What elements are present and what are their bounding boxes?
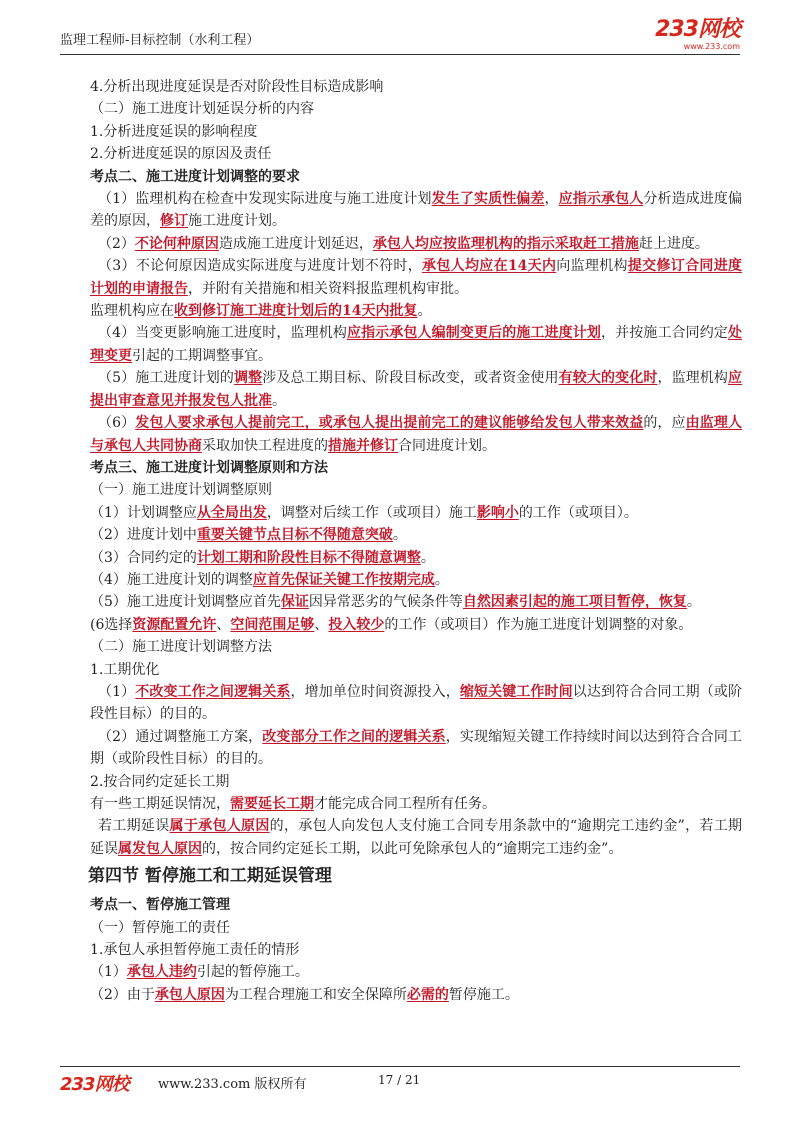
key-point: 有较大的变化时 — [558, 370, 658, 387]
text: 造成施工进度计划延迟， — [218, 235, 373, 252]
key-point: 应指示承包人编制变更后的施工进度计划 — [346, 325, 601, 342]
paragraph: 2.分析进度延误的原因及责任 — [90, 146, 272, 163]
header-title: 监理工程师-目标控制（水利工程） — [60, 33, 260, 48]
key-point: 不论何种原因 — [134, 235, 219, 252]
paragraph — [90, 322, 742, 367]
key-point: 需要延长工期 — [230, 796, 314, 812]
text: ，实现缩短关键工作持续时间以达到符合合同工期（或阶段性目标）的目的。 — [90, 728, 742, 768]
text: （4）当变更影响施工进度时，监理机构 — [98, 325, 347, 342]
key-point: 调整 — [234, 370, 263, 387]
text: 。 — [417, 303, 432, 320]
text: 的，应 — [643, 415, 686, 432]
text: （2）通过调整施工方案， — [98, 728, 263, 745]
text: （1） — [98, 683, 136, 700]
key-point: 属发包人原因 — [118, 840, 202, 857]
text: 。 — [434, 571, 449, 588]
paragraph — [90, 815, 742, 860]
text: 监理机构应在 — [90, 303, 174, 320]
paragraph: 1.工期优化 — [90, 661, 160, 678]
text: 以达到符合合同工期（或阶段性目标）的目的。 — [90, 683, 743, 723]
key-point: 空间范围足够 — [230, 616, 315, 633]
key-point: 改变部分工作之间的逻辑关系 — [262, 728, 446, 745]
text: 有一些工期延误情况， — [90, 796, 230, 812]
text: 。 — [272, 392, 286, 409]
page-footer — [60, 1066, 740, 1095]
text: （6） — [98, 415, 136, 432]
paragraph — [90, 524, 742, 546]
text: ， — [544, 191, 559, 208]
brand-logo-url: www.233.com — [683, 42, 740, 51]
key-point: 属于承包人原因 — [169, 818, 270, 835]
paragraph — [90, 547, 742, 569]
text: 的，承包人向发包人支付施工合同专用条款中的“逾期完工违约金”，若工期延误 — [90, 818, 743, 857]
key-point: 不改变工作之间逻辑关系 — [135, 683, 291, 700]
key-point: 计划工期和阶段性目标不得随意调整 — [196, 549, 421, 566]
paragraph — [90, 614, 742, 636]
paragraph — [90, 984, 742, 1006]
text: 的工作（或项目）作为施工进度计划调整的对象。 — [384, 616, 693, 633]
text: （2） — [98, 235, 135, 252]
text: 向监理机构 — [556, 258, 628, 275]
paragraph: 2.按合同约定延长工期 — [90, 773, 230, 790]
text: （3）不论何原因造成实际进度与进度计划不符时， — [98, 258, 423, 275]
text: 、 — [216, 616, 231, 633]
paragraph: 1.分析进度延误的影响程度 — [90, 123, 258, 140]
key-point: 应首先保证关键工作按期完成 — [252, 571, 435, 588]
text: ，增加单位时间资源投入， — [290, 683, 460, 700]
text: 。 — [420, 549, 435, 566]
text: （1）计划调整应 — [90, 504, 197, 521]
key-point: 承包人均应在14天内 — [422, 258, 557, 275]
key-point: 提交修订合同进度计划的申请报告 — [90, 258, 743, 297]
text: （3）合同约定的 — [90, 549, 197, 566]
text: 施工进度计划。 — [188, 213, 286, 230]
key-point: 保证 — [280, 594, 309, 611]
text: (6选择 — [90, 616, 133, 633]
text: 为工程合理施工和安全保障所 — [224, 986, 407, 1003]
footer-logo: 233网校 — [60, 1074, 129, 1095]
key-point: 自然因素引起的施工项目暂停，恢复 — [462, 594, 687, 611]
text: 。 — [392, 527, 407, 544]
key-point: 投入较少 — [328, 616, 385, 633]
key-point: 处理变更 — [90, 325, 743, 364]
key-point: 缩短关键工作时间 — [459, 683, 573, 700]
paragraph — [90, 255, 742, 300]
key-point: 资源配置允许 — [132, 616, 217, 633]
key-point: 影响小 — [476, 504, 519, 521]
text: 若工期延误 — [98, 818, 170, 835]
key-point: 由监理人与承包人共同协商 — [90, 415, 742, 454]
text: 才能完成合同工程所有任务。 — [314, 796, 496, 812]
text: 的工作（或项目）。 — [518, 504, 638, 521]
paragraph — [90, 188, 742, 233]
brand-logo — [655, 18, 740, 51]
paragraph: 4.分析出现进度延误是否对阶段性目标造成影响 — [90, 79, 384, 95]
text: 引起的工期调整事宜。 — [132, 347, 272, 364]
text: 引起的暂停施工。 — [196, 964, 309, 981]
paragraph: （二）施工进度计划调整方法 — [90, 639, 272, 656]
paragraph: （一）施工进度计划调整原则 — [90, 482, 272, 499]
text: 赶上进度。 — [638, 235, 709, 252]
key-point: 发生了实质性偏差 — [431, 191, 545, 208]
brand-logo-text: 233网校 — [655, 17, 740, 42]
text: （5）施工进度计划调整应首先 — [90, 594, 281, 611]
text: ，监理机构 — [657, 370, 729, 387]
text: ，并附有关措施和相关资料报监理机构审批。 — [188, 280, 468, 297]
paragraph — [90, 961, 742, 983]
text: ，并按施工合同约定 — [601, 325, 729, 342]
text: 分析造成进度偏差的原因， — [90, 191, 743, 230]
paragraph — [90, 569, 742, 591]
text: 。 — [686, 594, 701, 611]
key-point: 承包人违约 — [126, 964, 197, 981]
key-point: 应提出审查意见并报发包人批准 — [90, 370, 743, 409]
text: 暂停施工。 — [448, 986, 519, 1003]
paragraph — [90, 681, 742, 726]
text: （4）施工进度计划的调整 — [90, 571, 253, 588]
text: ，调整对后续工作（或项目）施工 — [266, 504, 477, 521]
text: 采取加快工程进度的 — [202, 437, 328, 454]
paragraph — [90, 233, 742, 255]
section-heading: 第四节 暂停施工和工期延误管理 — [88, 866, 332, 887]
text: （2）由于 — [90, 986, 155, 1003]
topic-heading: 考点一、暂停施工管理 — [90, 897, 230, 914]
copyright-text: www.233.com 版权所有 — [158, 1077, 307, 1092]
text: 因异常恶劣的气候条件等 — [308, 594, 463, 611]
text: 的，按合同约定延长工期，以此可免除承包人的“逾期完工违约金”。 — [202, 840, 623, 857]
topic-heading: 考点三、施工进度计划调整原则和方法 — [90, 459, 328, 476]
key-point: 措施并修订 — [328, 437, 398, 454]
text: 、 — [314, 616, 329, 633]
text: 涉及总工期目标、阶段目标改变，或者资金使用 — [262, 370, 559, 387]
key-point: 收到修订施工进度计划后的14天内批复 — [174, 303, 418, 320]
text: （2）进度计划中 — [90, 527, 197, 544]
key-point: 从全局出发 — [196, 504, 267, 521]
text: 合同进度计划。 — [398, 437, 496, 454]
paragraph: 1.承包人承担暂停施工责任的情形 — [90, 942, 300, 959]
topic-heading: 考点二、施工进度计划调整的要求 — [90, 168, 300, 185]
paragraph — [90, 300, 742, 322]
paragraph — [90, 726, 742, 771]
key-point: 必需的 — [406, 986, 449, 1003]
key-point: 承包人均应按监理机构的指示采取赶工措施 — [372, 235, 639, 252]
text: （5）施工进度计划的 — [98, 370, 235, 387]
text: （1）监理机构在检查中发现实际进度与施工进度计划 — [98, 191, 432, 208]
key-point: 修订 — [160, 213, 188, 230]
paragraph — [90, 412, 742, 457]
paragraph — [90, 793, 742, 815]
page-header — [60, 17, 740, 55]
text: （1） — [90, 964, 127, 981]
key-point: 承包人原因 — [154, 986, 225, 1003]
key-point: 发包人要求承包人提前完工，或承包人提出提前完工的建议能够给发包人带来效益 — [135, 415, 644, 432]
paragraph: （二）施工进度计划延误分析的内容 — [90, 101, 314, 118]
key-point: 重要关键节点目标不得随意突破 — [196, 527, 393, 544]
document-body — [90, 76, 742, 1006]
paragraph: （一）暂停施工的责任 — [90, 919, 230, 936]
page-number: 17 / 21 — [378, 1073, 421, 1087]
key-point: 应指示承包人 — [558, 191, 644, 208]
paragraph — [90, 591, 742, 613]
paragraph — [90, 367, 742, 412]
paragraph — [90, 502, 742, 524]
